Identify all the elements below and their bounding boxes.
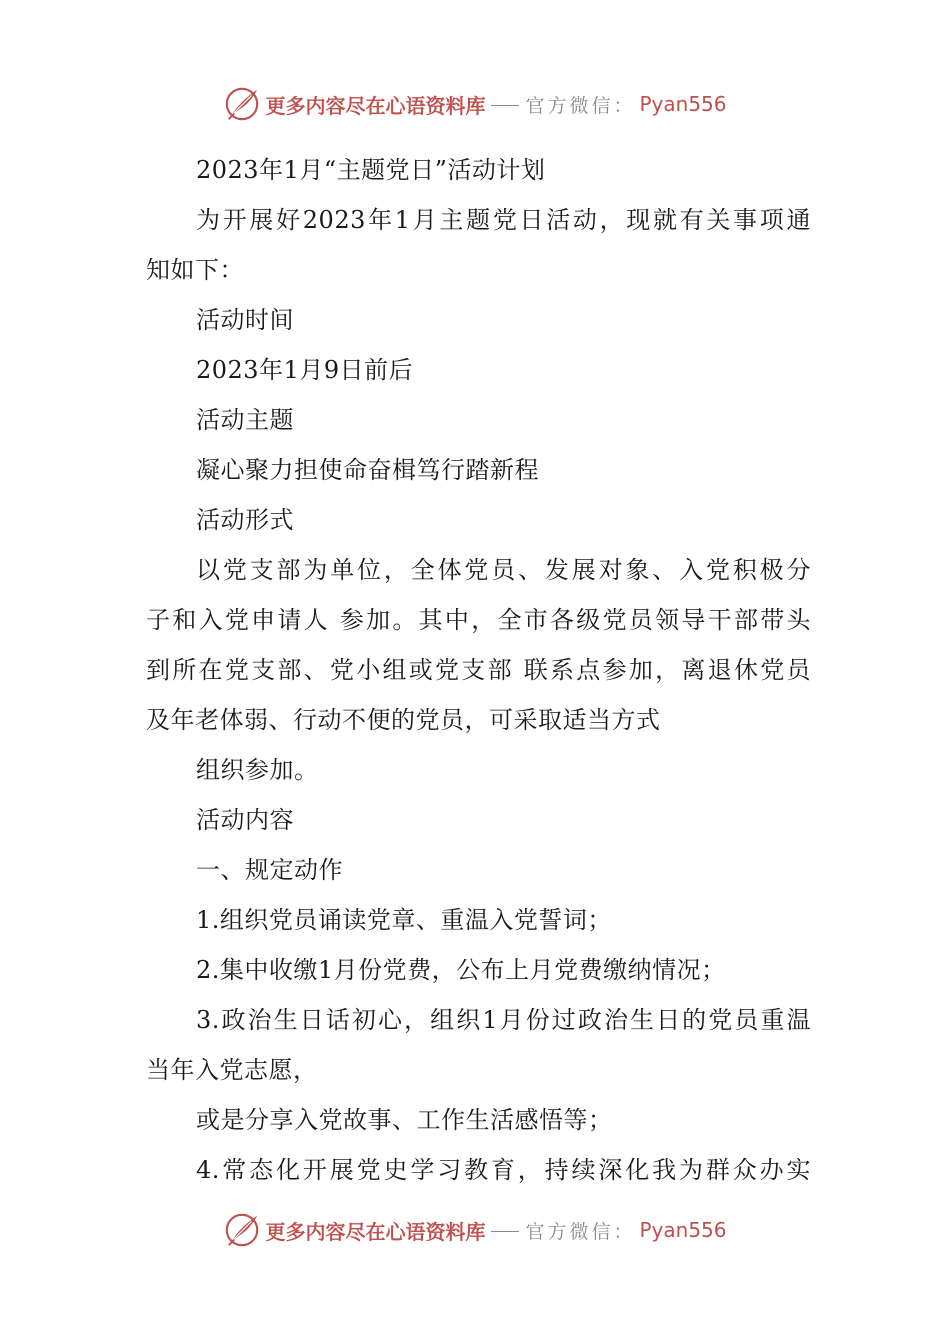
document-line: 2023年1月“主题党日”活动计划 — [196, 156, 546, 184]
footer-watermark — [0, 1208, 950, 1252]
document-line: 4.常态化开展党史学习教育，持续深化我为群众办实 — [196, 1156, 811, 1184]
document-line: 凝心聚力担使命奋楫笃行踏新程 — [196, 456, 539, 484]
document-line: 到所在党支部、党小组或党支部 联系点参加，离退休党员 — [146, 656, 811, 684]
document-line: 活动形式 — [196, 506, 294, 534]
watermark-main-text: 更多内容尽在心语资料库 — [265, 1219, 486, 1244]
watermark-wechat-id: Pyan556 — [639, 92, 727, 116]
header-watermark — [0, 82, 950, 126]
watermark-dash — [491, 105, 519, 106]
watermark-wechat-id: Pyan556 — [639, 1218, 727, 1242]
document-line: 及年老体弱、行动不便的党员，可采取适当方式 — [146, 706, 661, 734]
document-line: 3.政治生日话初心，组织1月份过政治生日的党员重温 — [196, 1006, 811, 1034]
document-line: 为开展好2023年1月主题党日活动，现就有关事项通 — [196, 206, 811, 234]
document-line: 1.组织党员诵读党章、重温入党誓词； — [196, 906, 612, 934]
document-line: 2.集中收缴1月份党费，公布上月党费缴纳情况； — [196, 956, 726, 984]
document-line: 当年入党志愿， — [146, 1056, 318, 1084]
document-line: 子和入党申请人 参加。其中，全市各级党员领导干部带头 — [146, 606, 811, 634]
document-body — [146, 145, 811, 1195]
document-line: 活动时间 — [196, 306, 294, 334]
quill-logo-icon — [223, 85, 261, 123]
watermark-wechat-label: 官方微信： — [525, 1220, 636, 1243]
document-line: 活动主题 — [196, 406, 294, 434]
document-line: 以党支部为单位，全体党员、发展对象、入党积极分 — [196, 556, 811, 584]
watermark-wechat-label: 官方微信： — [525, 94, 636, 117]
document-line: 或是分享入党故事、工作生活感悟等； — [196, 1106, 613, 1134]
document-line: 2023年1月9日前后 — [196, 356, 414, 384]
watermark-main-text: 更多内容尽在心语资料库 — [265, 93, 486, 118]
document-line: 组织参加。 — [196, 756, 319, 784]
watermark-dash — [491, 1231, 519, 1232]
document-line: 一、规定动作 — [196, 856, 343, 884]
document-line: 知如下： — [146, 256, 244, 284]
document-line: 活动内容 — [196, 806, 294, 834]
quill-logo-icon — [223, 1211, 261, 1249]
